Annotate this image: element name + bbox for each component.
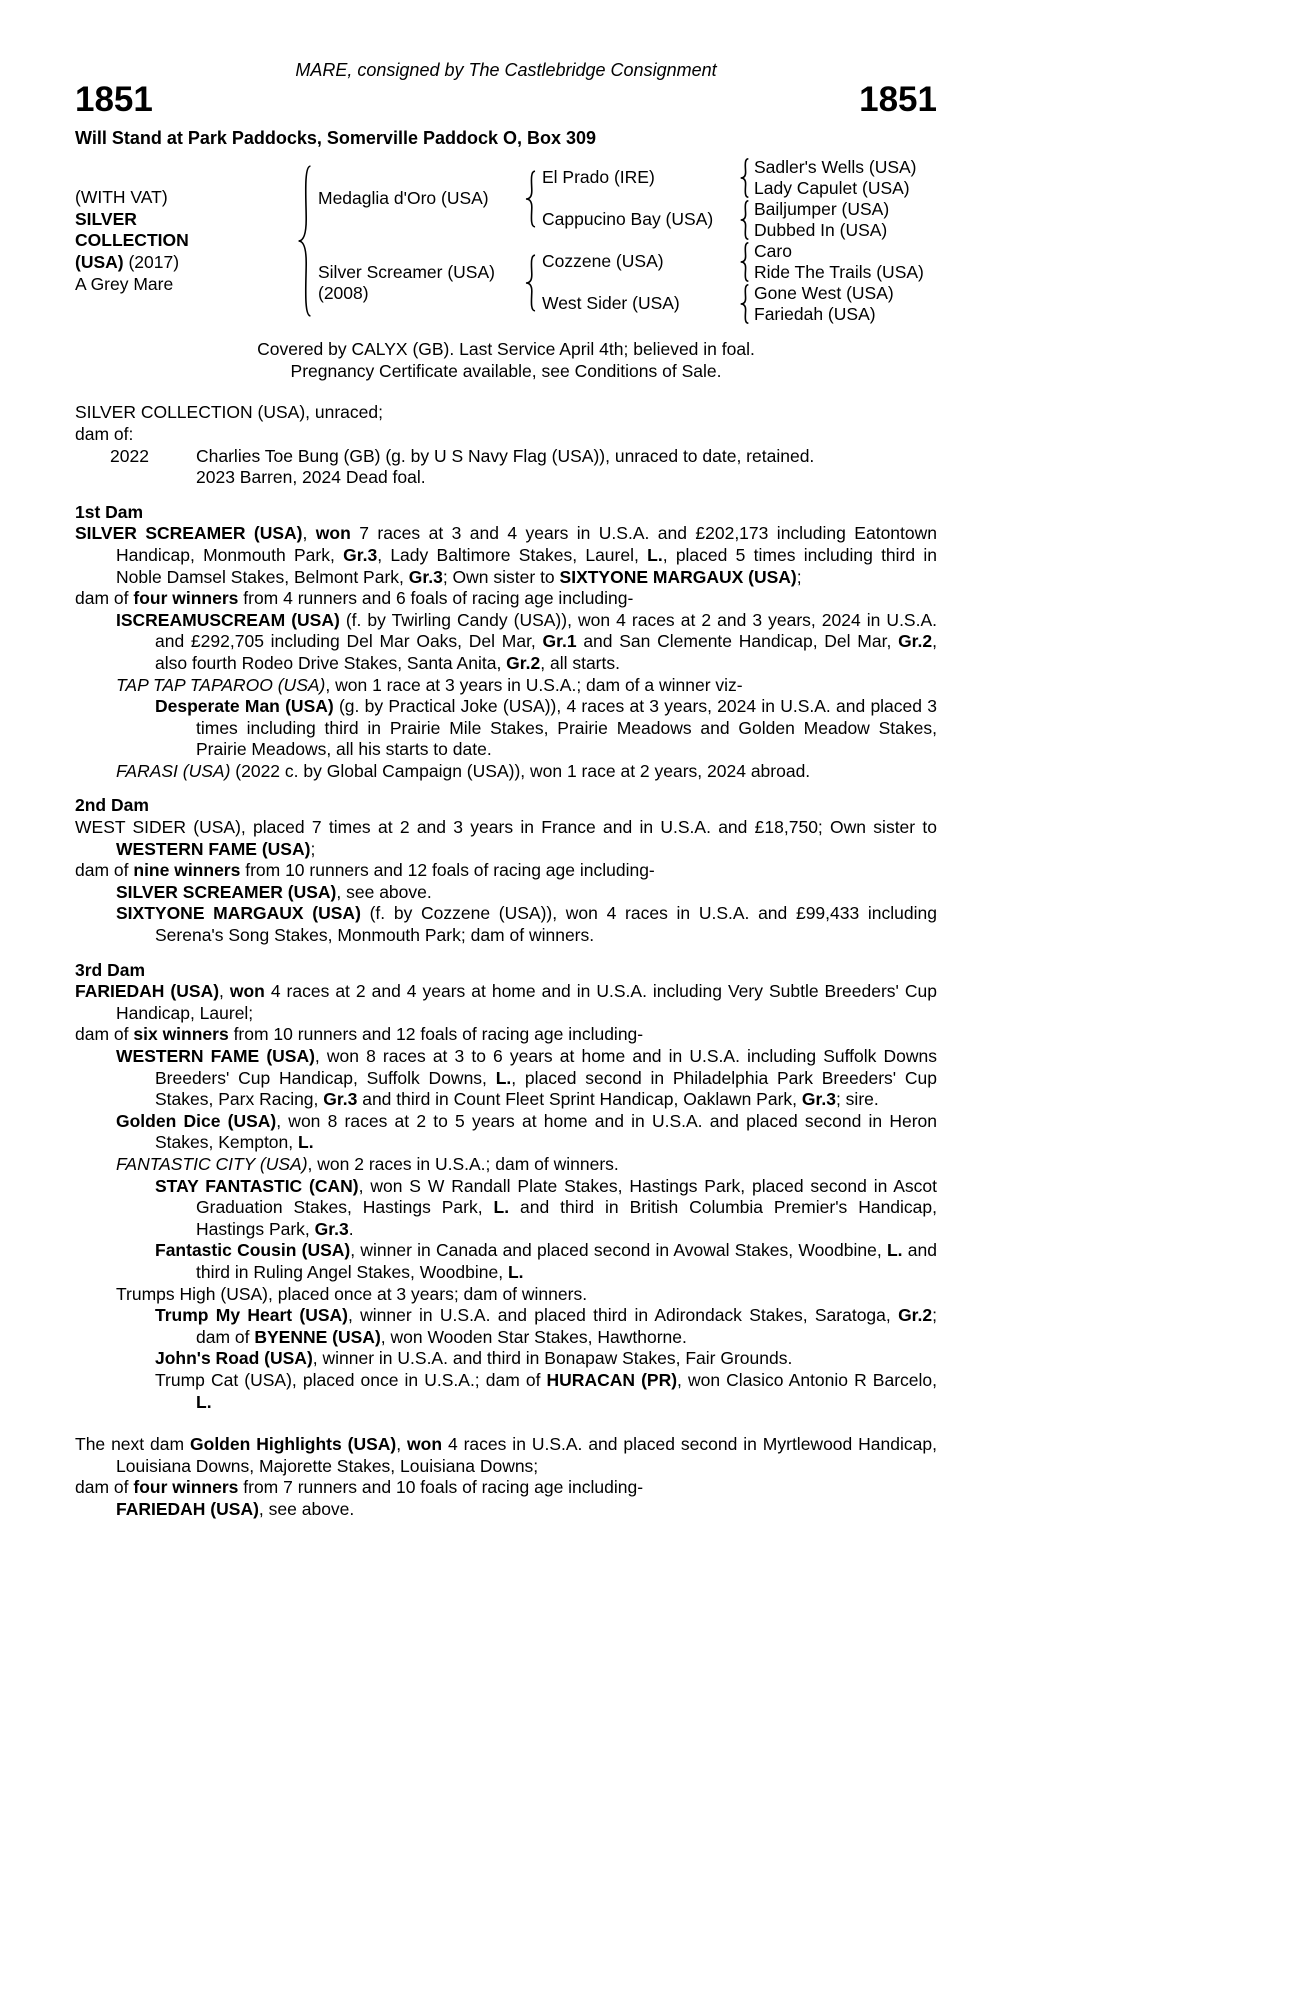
text-segment: , won S W Randall Plate Stakes, Hastings Park, placed second in Ascot Graduation Stakes, Hastings Park, bbox=[196, 1175, 937, 1218]
pedigree-ancestor-3: Bailjumper (USA) bbox=[754, 198, 890, 219]
pedigree-ancestor-8: Fariedah (USA) bbox=[754, 303, 876, 324]
text-segment: BYENNE (USA) bbox=[254, 1326, 381, 1347]
lot-number-right: 1851 bbox=[859, 79, 937, 119]
catalogue-paragraph bbox=[75, 1240, 937, 1283]
text-segment: L. bbox=[196, 1391, 212, 1412]
produce-year: 2022 bbox=[110, 445, 149, 466]
pedigree-brace-gp2 bbox=[734, 199, 754, 241]
catalogue-paragraph bbox=[75, 903, 937, 946]
text-segment: . bbox=[348, 1218, 354, 1239]
catalogue-paragraph bbox=[75, 1305, 937, 1348]
text-segment: , all starts. bbox=[540, 652, 620, 673]
text-segment: dam of bbox=[75, 588, 134, 609]
text-segment: , bbox=[396, 1434, 408, 1455]
pedigree-brace-main bbox=[290, 157, 318, 325]
catalogue-paragraph bbox=[75, 696, 937, 761]
text-segment: and third in Ruling Angel Stakes, Woodbine, bbox=[196, 1240, 937, 1282]
text-segment: nine winners bbox=[133, 860, 241, 881]
text-segment: , bbox=[302, 523, 316, 544]
pedigree-subject bbox=[75, 157, 290, 325]
text-segment: , winner in U.S.A. and placed third in Adirondack Stakes, Saratoga, bbox=[348, 1305, 899, 1326]
text-segment: FANTASTIC CITY (USA) bbox=[116, 1153, 308, 1174]
text-segment: Gr.3 bbox=[314, 1218, 349, 1239]
text-segment: HURACAN (PR) bbox=[546, 1369, 678, 1390]
brace-icon bbox=[524, 254, 537, 312]
dam-heading bbox=[75, 795, 937, 817]
text-segment: dam of bbox=[75, 1024, 134, 1045]
text-segment: 7 races at 3 and 4 years in U.S.A. and £202,173 including Eatontown Handicap, Monmouth Park, bbox=[116, 523, 937, 565]
text-segment: dam of bbox=[75, 860, 134, 881]
catalogue-paragraph bbox=[75, 817, 937, 860]
text-segment: SILVER COLLECTION (USA), unraced; bbox=[75, 402, 383, 423]
text-segment: SIXTYONE MARGAUX (USA) bbox=[559, 566, 797, 587]
brace-icon bbox=[524, 170, 537, 228]
produce-text bbox=[196, 446, 814, 466]
text-segment: , see above. bbox=[336, 881, 432, 902]
text-segment: from 4 runners and 6 foals of racing age including- bbox=[238, 588, 634, 609]
text-segment: 1st Dam bbox=[75, 501, 144, 522]
catalogue-paragraph bbox=[75, 761, 937, 783]
text-segment: 2nd Dam bbox=[75, 795, 149, 816]
text-segment: ISCREAMUSCREAM (USA) bbox=[116, 609, 340, 630]
text-segment: 2023 Barren, 2024 Dead foal. bbox=[196, 467, 426, 488]
lot-number-left: 1851 bbox=[75, 79, 153, 119]
covering-line-1: Covered by CALYX (GB). Last Service April 4th; believed in foal. bbox=[257, 339, 755, 360]
pedigree-ancestor-7: Gone West (USA) bbox=[754, 282, 894, 303]
text-segment: FARIEDAH (USA) bbox=[75, 981, 220, 1002]
pedigree-sire: Medaglia d'Oro (USA) bbox=[318, 188, 489, 209]
brace-icon bbox=[739, 242, 750, 282]
pedigree-brace-gp1 bbox=[734, 157, 754, 199]
text-segment: (2022 c. by Global Campaign (USA)), won 1 race at 2 years, 2024 abroad. bbox=[230, 760, 811, 781]
subject-description: A Grey Mare bbox=[75, 273, 174, 294]
stand-location-line: Will Stand at Park Paddocks, Somerville Paddock O, Box 309 bbox=[75, 127, 597, 148]
pedigree-table bbox=[75, 157, 937, 325]
text-segment: , winner in U.S.A. and third in Bonapaw Stakes, Fair Grounds. bbox=[312, 1348, 793, 1369]
catalogue-paragraph bbox=[75, 1154, 937, 1176]
catalogue-paragraph bbox=[75, 1024, 937, 1046]
catalogue-paragraph bbox=[75, 402, 937, 424]
text-segment: Trump Cat (USA), placed once in U.S.A.; dam of bbox=[155, 1369, 547, 1390]
catalogue-paragraph bbox=[75, 675, 937, 697]
text-segment: from 7 runners and 10 foals of racing age including- bbox=[238, 1477, 644, 1498]
text-segment: four winners bbox=[133, 588, 239, 609]
text-segment: ; Own sister to bbox=[442, 566, 560, 587]
catalogue-paragraph bbox=[75, 1499, 937, 1521]
text-segment: Gr.3 bbox=[323, 1089, 358, 1110]
text-segment: , won 8 races at 3 to 6 years at home and in U.S.A. including Suffolk Downs Breeders' Cup Handicap, Suffolk Downs, bbox=[155, 1046, 937, 1088]
brace-icon bbox=[739, 158, 750, 198]
catalogue-paragraph bbox=[75, 1111, 937, 1154]
text-segment: TAP TAP TAPAROO (USA) bbox=[116, 674, 326, 695]
catalogue-paragraph bbox=[75, 1434, 937, 1477]
text-segment: (g. by Practical Joke (USA)), 4 races at 3 years, 2024 in U.S.A. and placed 3 times including third in Prairie Mile Stakes, Prairie Meadows and Golden Meadow Stakes, Prairie Meadows, all his starts to date. bbox=[196, 696, 937, 760]
text-segment: Gr.1 bbox=[542, 631, 577, 652]
text-segment: and third in Count Fleet Sprint Handicap, Oaklawn Park, bbox=[357, 1089, 802, 1110]
text-segment: (f. by Cozzene (USA)), won 4 races in U.S.A. and £99,433 including Serena's Song Stakes, Monmouth Park; dam of winners. bbox=[155, 903, 937, 946]
text-segment: ; bbox=[796, 566, 802, 587]
brace-icon bbox=[739, 284, 750, 324]
dam-heading bbox=[75, 960, 937, 982]
page-content bbox=[75, 0, 937, 1520]
text-segment: , also fourth Rodeo Drive Stakes, Santa Anita, bbox=[155, 631, 937, 673]
text-segment: STAY FANTASTIC (CAN) bbox=[155, 1175, 359, 1196]
catalogue-paragraph bbox=[75, 1370, 937, 1413]
catalogue-paragraph bbox=[75, 610, 937, 675]
text-segment: , winner in Canada and placed second in Avowal Stakes, Woodbine, bbox=[350, 1240, 887, 1261]
text-segment: ; sire. bbox=[835, 1089, 879, 1110]
text-segment: FARASI (USA) bbox=[116, 760, 231, 781]
text-segment: won bbox=[229, 981, 265, 1002]
text-segment: John's Road (USA) bbox=[155, 1348, 313, 1369]
text-segment: Gr.2 bbox=[898, 631, 933, 652]
text-segment: Trump My Heart (USA) bbox=[155, 1305, 348, 1326]
text-segment: , won Wooden Star Stakes, Hawthorne. bbox=[380, 1326, 687, 1347]
text-segment: Fantastic Cousin (USA) bbox=[155, 1240, 351, 1261]
catalogue-paragraph bbox=[75, 1176, 937, 1241]
text-segment: , placed second in Philadelphia Park Breeders' Cup Stakes, Parx Racing, bbox=[155, 1067, 937, 1110]
text-segment: Desperate Man (USA) bbox=[155, 696, 334, 717]
catalogue-paragraph bbox=[75, 523, 937, 588]
dam-heading bbox=[75, 502, 937, 524]
text-segment: , won Clasico Antonio R Barcelo, bbox=[677, 1369, 937, 1390]
text-segment: FARIEDAH (USA) bbox=[116, 1498, 259, 1519]
text-segment: Gr.2 bbox=[898, 1305, 933, 1326]
pedigree-brace-dam bbox=[518, 241, 542, 325]
pedigree-ancestor-1: Sadler's Wells (USA) bbox=[754, 156, 917, 177]
produce-row bbox=[75, 446, 937, 468]
pedigree-brace-gp4 bbox=[734, 283, 754, 325]
text-segment: , bbox=[219, 981, 230, 1002]
pedigree-grandparent-4: West Sider (USA) bbox=[542, 293, 680, 314]
catalogue-paragraph bbox=[75, 588, 937, 610]
text-segment: SILVER SCREAMER (USA) bbox=[116, 881, 337, 902]
text-segment: Golden Dice (USA) bbox=[116, 1110, 277, 1131]
pedigree-dam: Silver Screamer (USA) (2008) bbox=[318, 261, 495, 304]
text-segment: L. bbox=[493, 1197, 510, 1218]
with-vat-label: (WITH VAT) bbox=[75, 187, 168, 208]
text-segment: from 10 runners and 12 foals of racing age including- bbox=[240, 860, 655, 881]
text-segment: L. bbox=[647, 544, 663, 565]
text-segment: , won 2 races in U.S.A.; dam of winners. bbox=[307, 1153, 619, 1174]
text-segment: Golden Highlights (USA) bbox=[190, 1434, 397, 1455]
text-segment: WESTERN FAME (USA) bbox=[116, 1046, 315, 1066]
covering-note bbox=[75, 339, 937, 382]
text-segment: SILVER SCREAMER (USA) bbox=[75, 523, 303, 544]
text-segment: (f. by Twirling Candy (USA)), won 4 races at 2 and 3 years, 2024 in U.S.A. and £292,705 including Del Mar Oaks, Del Mar, bbox=[155, 609, 937, 652]
brace-icon bbox=[739, 200, 750, 240]
brace-icon bbox=[296, 163, 313, 319]
text-segment: Gr.2 bbox=[506, 652, 541, 673]
text-segment: from 10 runners and 12 foals of racing age including- bbox=[228, 1024, 644, 1045]
text-segment: won bbox=[315, 523, 351, 544]
text-segment: L. bbox=[298, 1132, 314, 1153]
pedigree-ancestor-2: Lady Capulet (USA) bbox=[754, 177, 910, 198]
text-segment: , see above. bbox=[258, 1498, 355, 1519]
text-segment: 3rd Dam bbox=[75, 959, 146, 980]
catalogue-body bbox=[75, 402, 937, 1520]
catalogue-paragraph bbox=[75, 1477, 937, 1499]
text-segment: L. bbox=[495, 1067, 512, 1088]
pedigree-ancestor-6: Ride The Trails (USA) bbox=[754, 261, 924, 282]
text-segment: , Lady Baltimore Stakes, Laurel, bbox=[377, 544, 648, 565]
pedigree-grandparent-1: El Prado (IRE) bbox=[542, 167, 655, 188]
text-segment: Charlies Toe Bung (GB) (g. by U S Navy Flag (USA)), unraced to date, retained. bbox=[196, 445, 815, 466]
text-segment: , placed 5 times including third in Noble Damsel Stakes, Belmont Park, bbox=[116, 544, 937, 587]
pedigree-brace-sire bbox=[518, 157, 542, 241]
pedigree-grandparent-3: Cozzene (USA) bbox=[542, 251, 664, 272]
text-segment: and third in British Columbia Premier's Handicap, Hastings Park, bbox=[196, 1197, 937, 1239]
subject-name: SILVER COLLECTION (USA) (2017) bbox=[75, 208, 189, 272]
covering-line-2: Pregnancy Certificate available, see Conditions of Sale. bbox=[290, 360, 722, 381]
catalogue-paragraph bbox=[75, 1046, 937, 1111]
text-segment: Gr.3 bbox=[343, 544, 378, 565]
text-segment: 4 races in U.S.A. and placed second in Myrtlewood Handicap, Louisiana Downs, Majorette Stakes, Louisiana Downs; bbox=[116, 1434, 937, 1476]
text-segment: 4 races at 2 and 4 years at home and in U.S.A. including Very Subtle Breeders' Cup Handicap, Laurel; bbox=[116, 981, 937, 1023]
text-segment: dam of bbox=[75, 1477, 134, 1498]
text-segment: , won 8 races at 2 to 5 years at home and in U.S.A. and placed second in Heron Stakes, Kempton, bbox=[155, 1110, 937, 1153]
text-segment: The next dam bbox=[75, 1434, 191, 1455]
text-segment: Trumps High (USA), placed once at 3 years; dam of winners. bbox=[116, 1283, 588, 1304]
text-segment: and San Clemente Handicap, Del Mar, bbox=[576, 631, 899, 652]
text-segment: six winners bbox=[133, 1024, 229, 1045]
text-segment: dam of: bbox=[75, 423, 134, 444]
catalogue-paragraph bbox=[75, 1348, 937, 1370]
catalogue-paragraph bbox=[75, 860, 937, 882]
text-segment: SIXTYONE MARGAUX (USA) bbox=[116, 903, 361, 924]
text-segment: four winners bbox=[133, 1477, 239, 1498]
text-segment: WESTERN FAME (USA) bbox=[116, 838, 311, 859]
text-segment: L. bbox=[886, 1240, 903, 1261]
text-segment: ; bbox=[310, 838, 316, 859]
lot-number-row bbox=[75, 79, 937, 119]
pedigree-brace-gp3 bbox=[734, 241, 754, 283]
text-segment: , won 1 race at 3 years in U.S.A.; dam of a winner viz- bbox=[325, 674, 743, 695]
pedigree-ancestor-4: Dubbed In (USA) bbox=[754, 219, 888, 240]
catalogue-paragraph bbox=[75, 981, 937, 1024]
text-segment: Gr.3 bbox=[801, 1089, 836, 1110]
produce-continuation bbox=[75, 467, 937, 489]
text-segment: L. bbox=[507, 1261, 524, 1282]
pedigree-grandparent-2: Cappucino Bay (USA) bbox=[542, 209, 714, 230]
consignment-line: MARE, consigned by The Castlebridge Consignment bbox=[295, 60, 717, 80]
text-segment: ; dam of bbox=[196, 1305, 937, 1347]
catalogue-paragraph bbox=[75, 1284, 937, 1306]
catalogue-paragraph bbox=[75, 424, 937, 446]
text-segment: won bbox=[407, 1434, 443, 1455]
catalogue-paragraph bbox=[75, 882, 937, 904]
text-segment: Gr.3 bbox=[408, 566, 443, 587]
text-segment: WEST SIDER (USA), placed 7 times at 2 and 3 years in France and in U.S.A. and £18,750; Own sister to bbox=[75, 817, 937, 838]
pedigree-ancestor-5: Caro bbox=[754, 240, 792, 261]
